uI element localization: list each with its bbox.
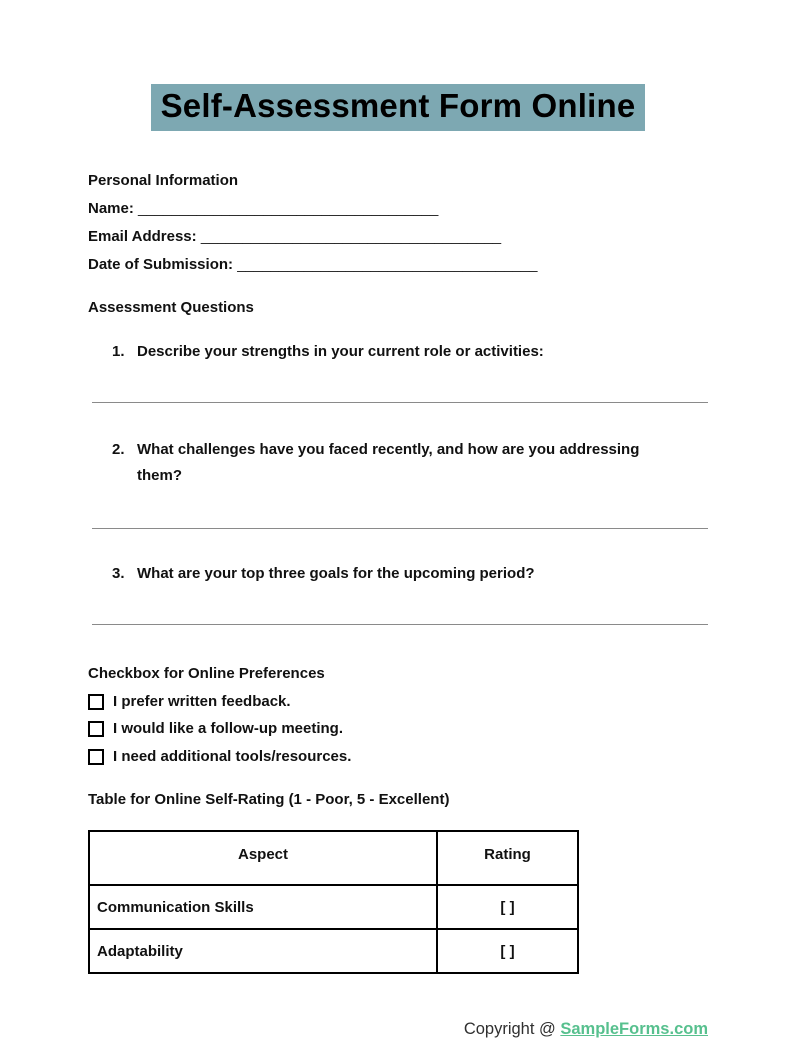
question-2-text: What challenges have you faced recently, and how are you addressing them? [137, 440, 640, 484]
preference-label: I would like a follow-up meeting. [113, 720, 344, 738]
question-2-number: 2. [112, 440, 125, 458]
question-1-text: Describe your strengths in your current role or activities: [137, 342, 544, 360]
name-label: Name: [88, 199, 134, 217]
question-3-number: 3. [112, 564, 125, 582]
preference-item-written-feedback [88, 688, 708, 716]
answer-line-2[interactable] [92, 528, 708, 529]
rating-cell[interactable]: [ ] [437, 929, 578, 973]
table-row [89, 885, 578, 929]
footer [88, 1020, 708, 1039]
name-blank-line[interactable]: ____________________________________ [138, 199, 439, 217]
answer-line-3[interactable] [92, 624, 708, 625]
question-3-text: What are your top three goals for the upcoming period? [137, 564, 535, 582]
page-title: Self-Assessment Form Online [151, 84, 646, 131]
self-rating-heading: Table for Online Self-Rating (1 - Poor, 5 - Excellent) [88, 791, 450, 809]
preference-item-additional-tools [88, 743, 708, 771]
answer-line-1[interactable] [92, 402, 708, 403]
assessment-questions-section [88, 294, 708, 625]
table-row [89, 929, 578, 973]
question-2 [112, 437, 708, 489]
personal-info-heading: Personal Information [88, 171, 239, 189]
submission-date-label: Date of Submission: [88, 255, 234, 273]
submission-date-field-row [88, 251, 708, 279]
question-3 [112, 561, 708, 587]
email-field-row [88, 223, 708, 251]
name-field-row [88, 195, 708, 223]
online-preferences-heading: Checkbox for Online Preferences [88, 664, 325, 682]
preference-label: I prefer written feedback. [113, 692, 291, 710]
copyright-text: Copyright @ [463, 1020, 561, 1039]
rating-cell[interactable]: [ ] [437, 885, 578, 929]
self-rating-section [88, 786, 708, 974]
preference-label: I need additional tools/resources. [113, 747, 352, 765]
submission-date-blank-line[interactable]: ____________________________________ [237, 255, 538, 273]
checkbox-icon[interactable] [88, 749, 104, 765]
assessment-questions-heading: Assessment Questions [88, 298, 254, 316]
aspect-cell-communication-skills: Communication Skills [89, 885, 437, 929]
checkbox-icon[interactable] [88, 721, 104, 737]
online-preferences-section [88, 660, 708, 771]
sampleforms-link[interactable]: SampleForms.com [560, 1020, 708, 1039]
table-header-row [89, 831, 578, 885]
self-rating-table [88, 830, 579, 974]
document-content [88, 84, 708, 1039]
rating-column-header: Rating [437, 831, 578, 885]
aspect-cell-adaptability: Adaptability [89, 929, 437, 973]
email-blank-line[interactable]: ____________________________________ [200, 227, 502, 245]
title-section [88, 84, 708, 131]
checkbox-icon[interactable] [88, 694, 104, 710]
email-label: Email Address: [88, 227, 197, 245]
aspect-column-header: Aspect [89, 831, 437, 885]
question-1-number: 1. [112, 342, 125, 360]
personal-info-section [88, 167, 708, 279]
question-1 [112, 339, 708, 365]
preference-item-follow-up-meeting [88, 715, 708, 743]
